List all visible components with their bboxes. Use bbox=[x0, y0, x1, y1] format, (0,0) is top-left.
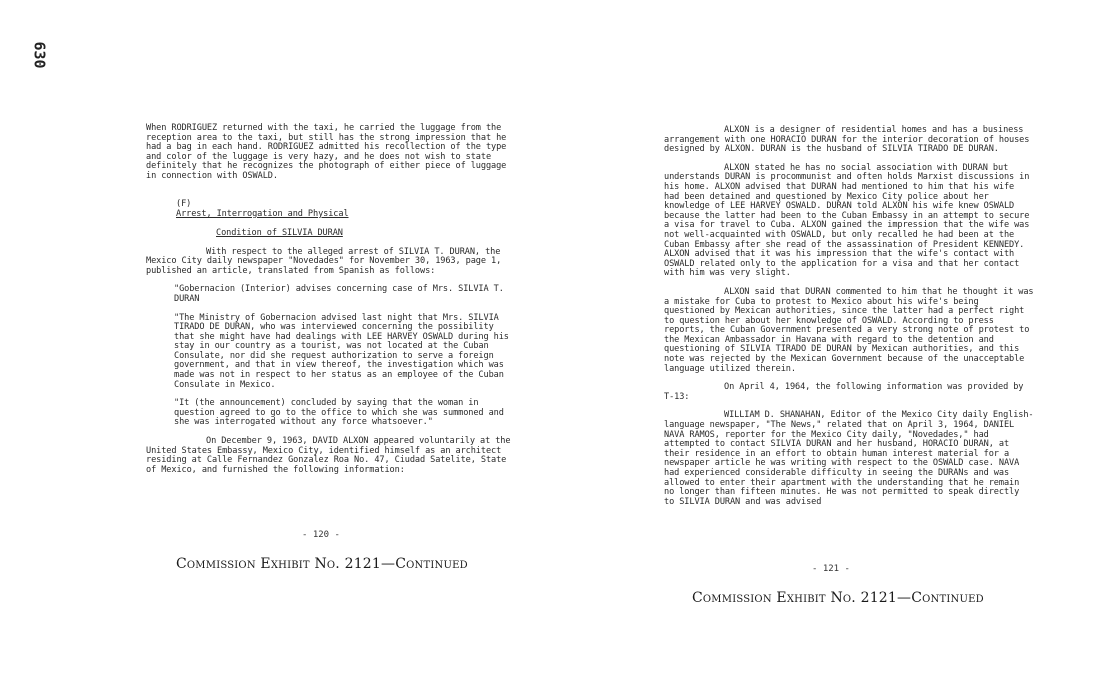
section-heading-line1: Arrest, Interrogation and Physical bbox=[176, 208, 349, 219]
right-folio: - 121 - bbox=[812, 564, 850, 574]
right-paragraph-5: WILLIAM D. SHANAHAN, Editor of the Mexico City daily English-language newspaper, "The News," related that on April 3, 1964, DANIEL NAVA RAMOS, reporter for the Mexico City daily, "Novedades," had attempted to contact SILVIA DURAN and her husband, HORACIO DURAN, at their residence in an effort to obtain human interest material for a newspaper article he was writing with respect to the OSWALD case. NAVA had experienced considerable difficulty in seeing the DURANs and was allowed to enter their apartment with the understanding that he remain no longer than fifteen minutes. He was not permitted to speak directly to SILVIA DURAN and was advised bbox=[664, 410, 1034, 507]
section-heading-line2: Condition of SILVIA DURAN bbox=[216, 227, 343, 238]
right-page-text bbox=[664, 126, 1034, 516]
left-paragraph-2: With respect to the alleged arrest of SILVIA T. DURAN, the Mexico City daily newspaper "Novedades" for November 30, 1963, page 1, published an article, translated from Spanish as follows: bbox=[146, 246, 502, 276]
left-paragraph-3: On December 9, 1963, DAVID ALXON appeared voluntarily at the United States Embassy, Mexico City, identified himself as an architect residing at Calle Fernandez Gonzalez Roa No. 47, Ciudad Satelite, State of Mexico, and furnished the following information: bbox=[146, 436, 511, 475]
left-quote-1: "The Ministry of Gobernacion advised last night that Mrs. SILVIA TIRADO DE DURAN, who was interviewed concerning the possibility that she might have had dealings with LEE HARVEY OSWALD during his stay in our country as a tourist, was not located at the Cuban Consulate, nor did she request authorization to serve a foreign government, and that in view thereof, the investigation which was made was not in respect to her status as an employee of the Cuban Consulate in Mexico. bbox=[174, 312, 509, 390]
section-heading-label: (F) bbox=[176, 199, 192, 210]
left-page-text bbox=[146, 124, 516, 484]
left-exhibit-caption: Commission Exhibit No. 2121—Continued bbox=[176, 556, 468, 572]
left-quote-2: "It (the announcement) concluded by saying that the woman in question agreed to go to the office to which she was summoned and she was interrogated without any force whatsoever." bbox=[174, 398, 504, 428]
section-heading-f bbox=[176, 191, 516, 239]
left-quote-title: "Gobernacion (Interior) advises concerning case of Mrs. SILVIA T. DURAN bbox=[174, 284, 504, 304]
right-paragraph-3: ALXON said that DURAN commented to him that he thought it was a mistake for Cuba to protest to Mexico about his wife's being questioned by Mexican authorities, since the latter had a perfect right to question her about her knowledge of OSWALD. According to press reports, the Cuban Government presented a very strong note of protest to the Mexican Ambassador in Havana with regard to the detention and questioning of SILVIA TIRADO DE DURAN by Mexican authorities, and this note was rejected by the Mexican Government because of the unacceptable language utilized therein. bbox=[664, 286, 1034, 374]
left-paragraph-1: When RODRIGUEZ returned with the taxi, he carried the luggage from the reception area to the taxi, but still has the strong impression that he had a bag in each hand. RODRIGUEZ admitted his recollection of the type and color of the luggage is very hazy, and he does not wish to state definitely that he recognizes the photograph of either piece of luggage in connection with OSWALD. bbox=[146, 123, 507, 181]
right-paragraph-1: ALXON is a designer of residential homes and has a business arrangement with one HORACIO DURAN for the interior decoration of houses designed by ALXON. DURAN is the husband of SILVIA TIRADO DE DURAN. bbox=[664, 125, 1030, 155]
left-folio: - 120 - bbox=[302, 530, 340, 540]
right-paragraph-4: On April 4, 1964, the following information was provided by T-13: bbox=[664, 382, 1024, 402]
right-paragraph-2: ALXON stated he has no social association with DURAN but understands DURAN is procommunist and often holds Marxist discussions in his home. ALXON advised that DURAN had mentioned to him that his wife had been detained and questioned by Mexico City police about her knowledge of LEE HARVEY OSWALD. DURAN told ALXON his wife knew OSWALD because the latter had been to the Cuban Embassy in an attempt to secure a visa for travel to Cuba. ALXON gained the impression that the wife was not well-acquainted with OSWALD, but only recalled he had been at the Cuban Embassy after she read of the assassination of President KENNEDY. ALXON advised that it was his impression that the wife's contact with OSWALD related only to the application for a visa and that her contact with him was very slight. bbox=[664, 162, 1030, 279]
side-page-number: 630 bbox=[30, 41, 49, 69]
right-exhibit-caption: Commission Exhibit No. 2121—Continued bbox=[692, 590, 984, 606]
